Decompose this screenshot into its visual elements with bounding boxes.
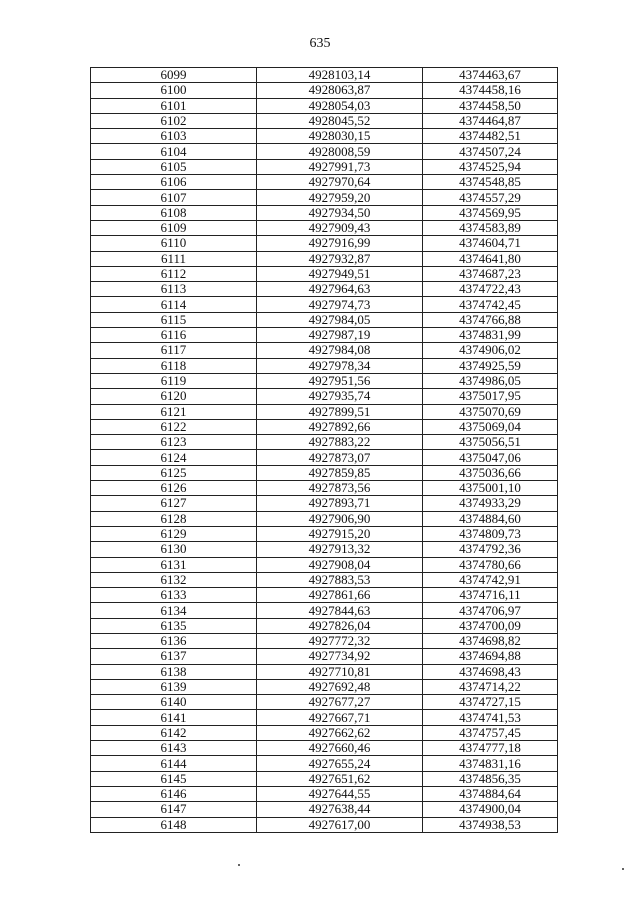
table-row xyxy=(91,756,558,771)
table-row xyxy=(91,282,558,297)
y-coordinate-cell: 4374604,71 xyxy=(423,236,558,251)
table-row xyxy=(91,220,558,235)
y-coordinate-cell: 4374482,51 xyxy=(423,129,558,144)
x-coordinate-cell: 4927949,51 xyxy=(257,266,423,281)
table-row xyxy=(91,588,558,603)
y-coordinate-cell: 4375070,69 xyxy=(423,404,558,419)
point-number-cell: 6128 xyxy=(91,511,257,526)
point-number-cell: 6114 xyxy=(91,297,257,312)
point-number-cell: 6126 xyxy=(91,481,257,496)
table-row xyxy=(91,450,558,465)
point-number-cell: 6106 xyxy=(91,175,257,190)
table-row xyxy=(91,83,558,98)
x-coordinate-cell: 4927909,43 xyxy=(257,220,423,235)
x-coordinate-cell: 4927935,74 xyxy=(257,389,423,404)
y-coordinate-cell: 4374706,97 xyxy=(423,603,558,618)
point-number-cell: 6146 xyxy=(91,786,257,801)
y-coordinate-cell: 4374884,64 xyxy=(423,786,558,801)
x-coordinate-cell: 4928063,87 xyxy=(257,83,423,98)
y-coordinate-cell: 4374722,43 xyxy=(423,282,558,297)
y-coordinate-cell: 4375001,10 xyxy=(423,481,558,496)
x-coordinate-cell: 4927651,62 xyxy=(257,771,423,786)
x-coordinate-cell: 4927861,66 xyxy=(257,588,423,603)
x-coordinate-cell: 4927692,48 xyxy=(257,679,423,694)
y-coordinate-cell: 4374714,22 xyxy=(423,679,558,694)
x-coordinate-cell: 4927873,56 xyxy=(257,481,423,496)
y-coordinate-cell: 4374458,16 xyxy=(423,83,558,98)
table-row xyxy=(91,190,558,205)
x-coordinate-cell: 4927667,71 xyxy=(257,710,423,725)
table-row xyxy=(91,481,558,496)
point-number-cell: 6141 xyxy=(91,710,257,725)
table-row xyxy=(91,741,558,756)
point-number-cell: 6143 xyxy=(91,741,257,756)
y-coordinate-cell: 4374700,09 xyxy=(423,618,558,633)
table-row xyxy=(91,633,558,648)
table-row xyxy=(91,236,558,251)
y-coordinate-cell: 4374856,35 xyxy=(423,771,558,786)
point-number-cell: 6144 xyxy=(91,756,257,771)
table-row xyxy=(91,129,558,144)
y-coordinate-cell: 4374698,43 xyxy=(423,664,558,679)
x-coordinate-cell: 4927710,81 xyxy=(257,664,423,679)
table-row xyxy=(91,205,558,220)
table-row xyxy=(91,695,558,710)
point-number-cell: 6116 xyxy=(91,328,257,343)
x-coordinate-cell: 4927934,50 xyxy=(257,205,423,220)
table-row xyxy=(91,68,558,83)
x-coordinate-cell: 4927978,34 xyxy=(257,358,423,373)
table-row xyxy=(91,373,558,388)
y-coordinate-cell: 4375056,51 xyxy=(423,435,558,450)
y-coordinate-cell: 4374780,66 xyxy=(423,557,558,572)
y-coordinate-cell: 4374464,87 xyxy=(423,113,558,128)
y-coordinate-cell: 4374458,50 xyxy=(423,98,558,113)
point-number-cell: 6110 xyxy=(91,236,257,251)
point-number-cell: 6109 xyxy=(91,220,257,235)
y-coordinate-cell: 4374933,29 xyxy=(423,496,558,511)
table-row xyxy=(91,664,558,679)
table-row xyxy=(91,771,558,786)
point-number-cell: 6112 xyxy=(91,266,257,281)
point-number-cell: 6142 xyxy=(91,725,257,740)
y-coordinate-cell: 4374716,11 xyxy=(423,588,558,603)
y-coordinate-cell: 4374792,36 xyxy=(423,542,558,557)
table-row xyxy=(91,786,558,801)
x-coordinate-cell: 4928030,15 xyxy=(257,129,423,144)
table-row xyxy=(91,404,558,419)
point-number-cell: 6135 xyxy=(91,618,257,633)
table-row xyxy=(91,542,558,557)
y-coordinate-cell: 4374463,67 xyxy=(423,68,558,83)
point-number-cell: 6119 xyxy=(91,373,257,388)
y-coordinate-cell: 4374986,05 xyxy=(423,373,558,388)
x-coordinate-cell: 4927987,19 xyxy=(257,328,423,343)
y-coordinate-cell: 4374641,80 xyxy=(423,251,558,266)
coordinates-table xyxy=(90,67,558,833)
point-number-cell: 6103 xyxy=(91,129,257,144)
y-coordinate-cell: 4374766,88 xyxy=(423,312,558,327)
y-coordinate-cell: 4374687,23 xyxy=(423,266,558,281)
x-coordinate-cell: 4927873,07 xyxy=(257,450,423,465)
x-coordinate-cell: 4927964,63 xyxy=(257,282,423,297)
point-number-cell: 6131 xyxy=(91,557,257,572)
point-number-cell: 6104 xyxy=(91,144,257,159)
table-row xyxy=(91,113,558,128)
x-coordinate-cell: 4927984,05 xyxy=(257,312,423,327)
table-row xyxy=(91,266,558,281)
x-coordinate-cell: 4927826,04 xyxy=(257,618,423,633)
point-number-cell: 6111 xyxy=(91,251,257,266)
x-coordinate-cell: 4927932,87 xyxy=(257,251,423,266)
x-coordinate-cell: 4928103,14 xyxy=(257,68,423,83)
table-row xyxy=(91,343,558,358)
table-row xyxy=(91,710,558,725)
table-row xyxy=(91,572,558,587)
y-coordinate-cell: 4374507,24 xyxy=(423,144,558,159)
table-row xyxy=(91,725,558,740)
y-coordinate-cell: 4374727,15 xyxy=(423,695,558,710)
x-coordinate-cell: 4927915,20 xyxy=(257,526,423,541)
point-number-cell: 6122 xyxy=(91,419,257,434)
point-number-cell: 6125 xyxy=(91,465,257,480)
table-row xyxy=(91,358,558,373)
point-number-cell: 6129 xyxy=(91,526,257,541)
x-coordinate-cell: 4927844,63 xyxy=(257,603,423,618)
x-coordinate-cell: 4927906,90 xyxy=(257,511,423,526)
y-coordinate-cell: 4374777,18 xyxy=(423,741,558,756)
point-number-cell: 6108 xyxy=(91,205,257,220)
y-coordinate-cell: 4374925,59 xyxy=(423,358,558,373)
y-coordinate-cell: 4374742,91 xyxy=(423,572,558,587)
point-number-cell: 6148 xyxy=(91,817,257,832)
x-coordinate-cell: 4927908,04 xyxy=(257,557,423,572)
x-coordinate-cell: 4927660,46 xyxy=(257,741,423,756)
y-coordinate-cell: 4374884,60 xyxy=(423,511,558,526)
point-number-cell: 6121 xyxy=(91,404,257,419)
y-coordinate-cell: 4374525,94 xyxy=(423,159,558,174)
table-row xyxy=(91,251,558,266)
point-number-cell: 6117 xyxy=(91,343,257,358)
point-number-cell: 6133 xyxy=(91,588,257,603)
y-coordinate-cell: 4374757,45 xyxy=(423,725,558,740)
x-coordinate-cell: 4927913,32 xyxy=(257,542,423,557)
point-number-cell: 6113 xyxy=(91,282,257,297)
point-number-cell: 6136 xyxy=(91,633,257,648)
table-row xyxy=(91,557,558,572)
y-coordinate-cell: 4374906,02 xyxy=(423,343,558,358)
x-coordinate-cell: 4927883,22 xyxy=(257,435,423,450)
table-row xyxy=(91,603,558,618)
point-number-cell: 6140 xyxy=(91,695,257,710)
x-coordinate-cell: 4927883,53 xyxy=(257,572,423,587)
x-coordinate-cell: 4927959,20 xyxy=(257,190,423,205)
coordinates-table-body xyxy=(91,68,558,833)
point-number-cell: 6147 xyxy=(91,802,257,817)
x-coordinate-cell: 4927662,62 xyxy=(257,725,423,740)
table-row xyxy=(91,649,558,664)
x-coordinate-cell: 4927970,64 xyxy=(257,175,423,190)
point-number-cell: 6130 xyxy=(91,542,257,557)
table-row xyxy=(91,618,558,633)
point-number-cell: 6101 xyxy=(91,98,257,113)
point-number-cell: 6105 xyxy=(91,159,257,174)
x-coordinate-cell: 4928045,52 xyxy=(257,113,423,128)
x-coordinate-cell: 4927655,24 xyxy=(257,756,423,771)
point-number-cell: 6127 xyxy=(91,496,257,511)
table-row xyxy=(91,144,558,159)
table-row xyxy=(91,802,558,817)
point-number-cell: 6138 xyxy=(91,664,257,679)
x-coordinate-cell: 4927984,08 xyxy=(257,343,423,358)
x-coordinate-cell: 4927859,85 xyxy=(257,465,423,480)
y-coordinate-cell: 4374809,73 xyxy=(423,526,558,541)
y-coordinate-cell: 4374698,82 xyxy=(423,633,558,648)
table-row xyxy=(91,526,558,541)
table-row xyxy=(91,312,558,327)
y-coordinate-cell: 4374569,95 xyxy=(423,205,558,220)
point-number-cell: 6137 xyxy=(91,649,257,664)
x-coordinate-cell: 4927617,00 xyxy=(257,817,423,832)
point-number-cell: 6120 xyxy=(91,389,257,404)
point-number-cell: 6132 xyxy=(91,572,257,587)
y-coordinate-cell: 4375036,66 xyxy=(423,465,558,480)
point-number-cell: 6139 xyxy=(91,679,257,694)
y-coordinate-cell: 4375069,04 xyxy=(423,419,558,434)
x-coordinate-cell: 4927677,27 xyxy=(257,695,423,710)
x-coordinate-cell: 4927951,56 xyxy=(257,373,423,388)
y-coordinate-cell: 4375047,06 xyxy=(423,450,558,465)
x-coordinate-cell: 4927916,99 xyxy=(257,236,423,251)
point-number-cell: 6115 xyxy=(91,312,257,327)
y-coordinate-cell: 4374831,16 xyxy=(423,756,558,771)
table-row xyxy=(91,679,558,694)
table-row xyxy=(91,511,558,526)
table-row xyxy=(91,389,558,404)
x-coordinate-cell: 4927638,44 xyxy=(257,802,423,817)
table-row xyxy=(91,175,558,190)
table-row xyxy=(91,817,558,832)
table-row xyxy=(91,159,558,174)
x-coordinate-cell: 4928054,03 xyxy=(257,98,423,113)
y-coordinate-cell: 4374741,53 xyxy=(423,710,558,725)
x-coordinate-cell: 4928008,59 xyxy=(257,144,423,159)
table-row xyxy=(91,419,558,434)
y-coordinate-cell: 4374900,04 xyxy=(423,802,558,817)
point-number-cell: 6124 xyxy=(91,450,257,465)
x-coordinate-cell: 4927893,71 xyxy=(257,496,423,511)
y-coordinate-cell: 4374583,89 xyxy=(423,220,558,235)
scan-speck xyxy=(238,864,240,866)
table-row xyxy=(91,465,558,480)
table-row xyxy=(91,496,558,511)
y-coordinate-cell: 4375017,95 xyxy=(423,389,558,404)
x-coordinate-cell: 4927644,55 xyxy=(257,786,423,801)
x-coordinate-cell: 4927974,73 xyxy=(257,297,423,312)
point-number-cell: 6100 xyxy=(91,83,257,98)
x-coordinate-cell: 4927772,32 xyxy=(257,633,423,648)
y-coordinate-cell: 4374557,29 xyxy=(423,190,558,205)
y-coordinate-cell: 4374831,99 xyxy=(423,328,558,343)
y-coordinate-cell: 4374694,88 xyxy=(423,649,558,664)
point-number-cell: 6134 xyxy=(91,603,257,618)
x-coordinate-cell: 4927899,51 xyxy=(257,404,423,419)
y-coordinate-cell: 4374938,53 xyxy=(423,817,558,832)
point-number-cell: 6107 xyxy=(91,190,257,205)
table-row xyxy=(91,98,558,113)
y-coordinate-cell: 4374742,45 xyxy=(423,297,558,312)
scan-speck xyxy=(622,868,624,870)
point-number-cell: 6123 xyxy=(91,435,257,450)
x-coordinate-cell: 4927991,73 xyxy=(257,159,423,174)
y-coordinate-cell: 4374548,85 xyxy=(423,175,558,190)
x-coordinate-cell: 4927892,66 xyxy=(257,419,423,434)
x-coordinate-cell: 4927734,92 xyxy=(257,649,423,664)
point-number-cell: 6145 xyxy=(91,771,257,786)
point-number-cell: 6102 xyxy=(91,113,257,128)
table-row xyxy=(91,435,558,450)
point-number-cell: 6118 xyxy=(91,358,257,373)
point-number-cell: 6099 xyxy=(91,68,257,83)
table-row xyxy=(91,297,558,312)
page-number: 635 xyxy=(309,36,331,51)
table-row xyxy=(91,328,558,343)
